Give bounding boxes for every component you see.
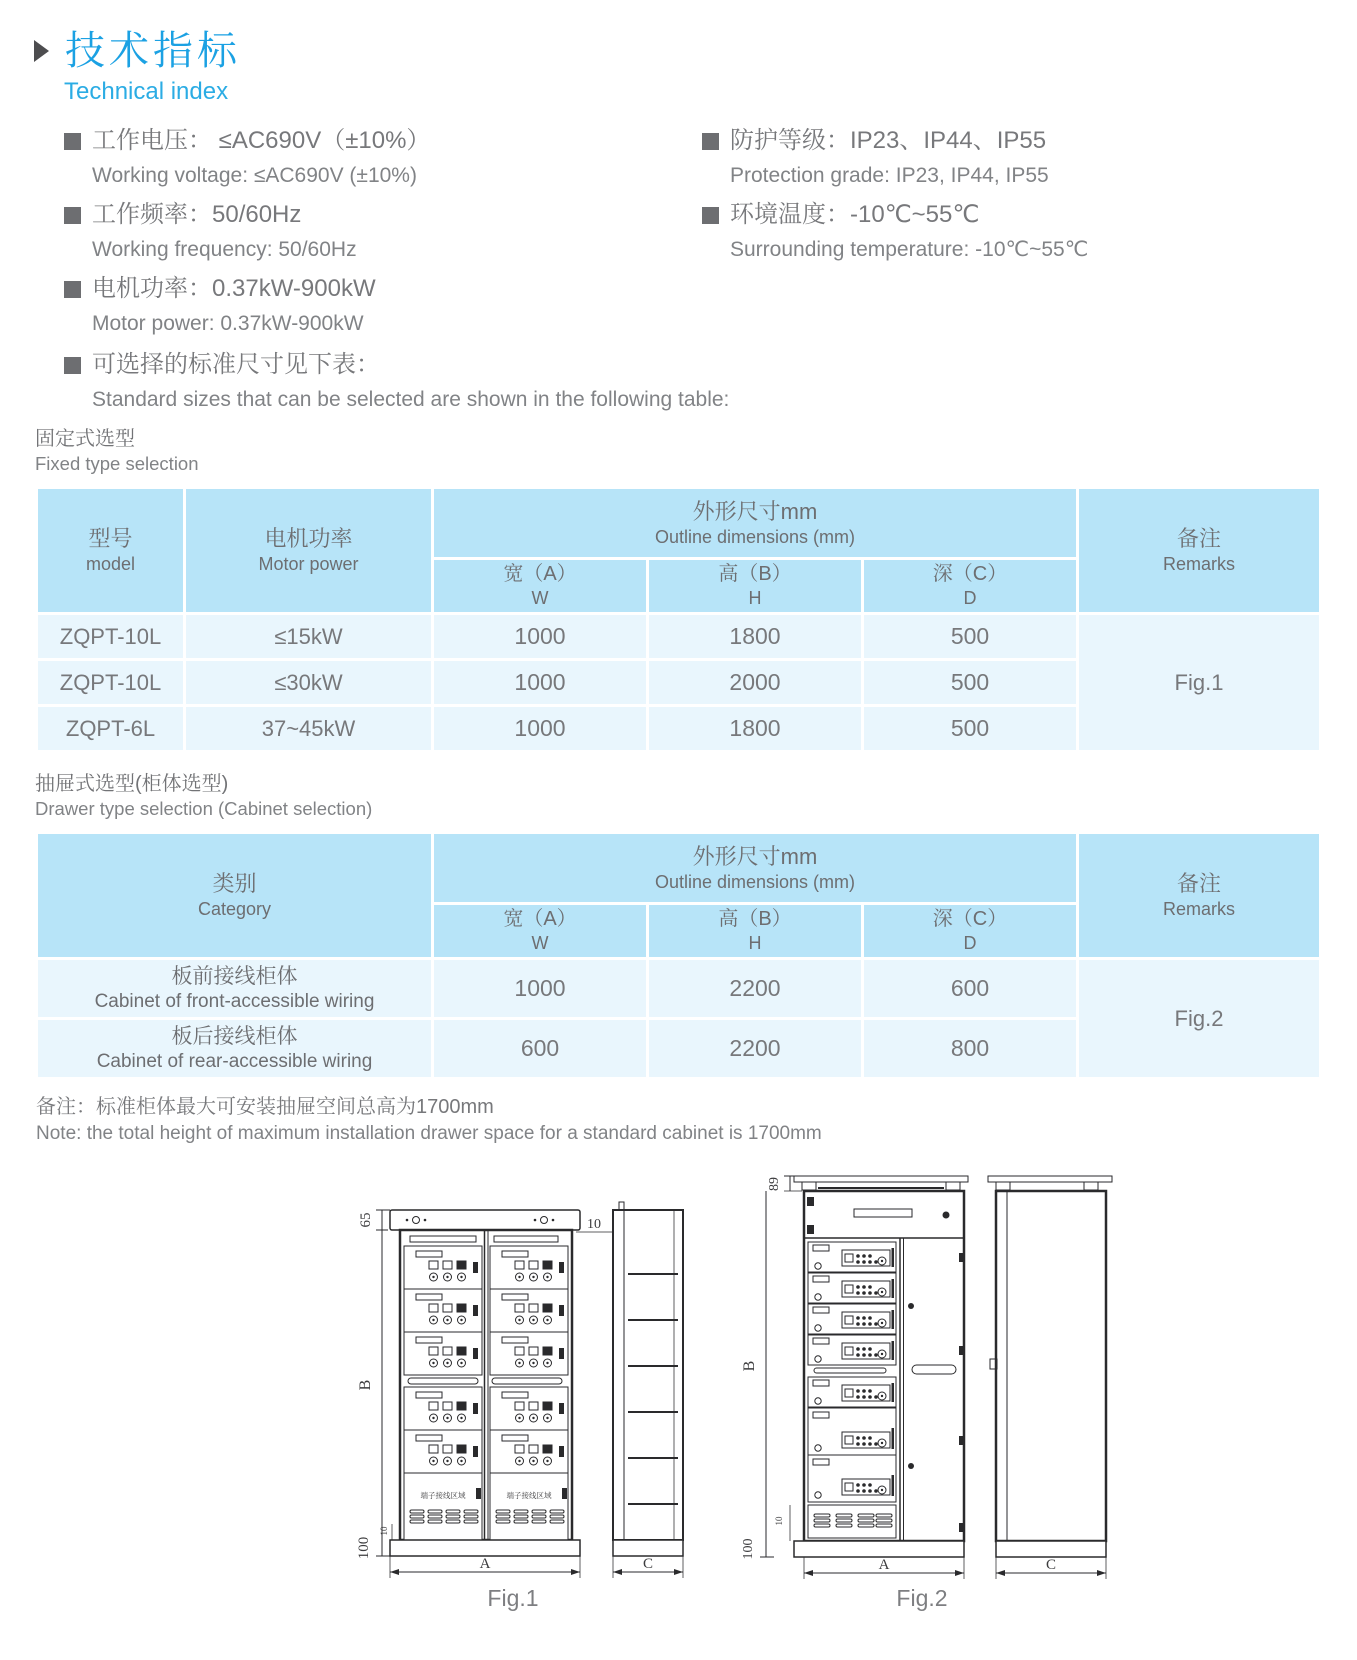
header-zh: 宽（A） <box>503 908 577 930</box>
col-header-model <box>38 489 183 612</box>
fig2-dim-top: 89 <box>767 1177 782 1191</box>
cell-category <box>38 1020 431 1077</box>
cell-width: 1000 <box>434 615 646 658</box>
spec-column-right <box>702 126 1357 348</box>
cell-depth: 800 <box>864 1020 1076 1077</box>
header-en: W <box>531 588 549 608</box>
page-title: 技术指标 <box>65 29 241 73</box>
header-zh: 外形尺寸mm <box>692 843 818 869</box>
fig1-dim-depth: C <box>642 1556 654 1572</box>
spec-zh-text: 工作电压： ≤AC690V（±10%） <box>92 127 431 154</box>
header-en: Outline dimensions (mm) <box>654 871 856 892</box>
fig1-dim-base: 100 <box>356 1536 372 1560</box>
col-header-motor-power <box>186 489 431 612</box>
fig2-dim-small: 10 <box>774 1516 784 1526</box>
col-header-outline-dimensions <box>434 834 1076 902</box>
col-header-width <box>434 560 646 612</box>
fig1-top-strip <box>390 1210 580 1230</box>
section-title-zh: 抽屉式选型(柜体选型) <box>35 773 229 795</box>
spec-motor-power <box>64 274 702 336</box>
cell-model: ZQPT-6L <box>38 707 183 750</box>
spec-working-voltage <box>64 126 702 188</box>
cell-model: ZQPT-10L <box>38 661 183 704</box>
spec-protection-grade <box>702 126 1357 188</box>
fig2-dim-height: B <box>741 1360 758 1372</box>
header-en: Remarks <box>1162 554 1235 574</box>
table-row <box>38 615 1319 658</box>
cell-depth: 500 <box>864 707 1076 750</box>
fig1-caption: Fig.1 <box>487 1585 539 1611</box>
fig2-top-plate <box>794 1176 968 1182</box>
title-arrow-icon <box>34 40 49 62</box>
fig2-base <box>794 1541 964 1557</box>
bullet-square-icon <box>702 133 719 150</box>
cell-height: 2000 <box>649 661 861 704</box>
section-title-en: Drawer type selection (Cabinet selection) <box>35 798 373 819</box>
cell-depth: 500 <box>864 661 1076 704</box>
header-en: D <box>963 588 977 608</box>
cell-height: 2200 <box>649 960 861 1017</box>
header-zh: 深（C） <box>932 908 1008 930</box>
spec-zh-text: 工作频率：50/60Hz <box>92 201 302 228</box>
col-header-outline-dimensions <box>434 489 1076 557</box>
header-zh: 电机功率 <box>264 526 353 551</box>
header-zh: 类别 <box>212 871 257 896</box>
fig1-terminal-label: 端子接线区域 <box>506 1491 552 1500</box>
table-row <box>38 960 1319 1017</box>
header-zh: 备注 <box>1176 871 1221 896</box>
cell-model: ZQPT-10L <box>38 615 183 658</box>
page-header <box>34 28 1357 106</box>
spec-en-text: Motor power: 0.37kW-900kW <box>92 312 364 335</box>
cell-category <box>38 960 431 1017</box>
header-zh: 深（C） <box>932 563 1008 585</box>
fig2-dim-width: A <box>878 1557 890 1573</box>
cell-remark: Fig.2 <box>1079 960 1319 1077</box>
bullet-square-icon <box>64 357 81 374</box>
section-title-en: Fixed type selection <box>35 453 199 474</box>
bullet-square-icon <box>64 281 81 298</box>
cell-remark: Fig.1 <box>1079 615 1319 750</box>
spec-column-left <box>64 126 702 348</box>
col-header-remarks <box>1079 834 1319 957</box>
col-header-height <box>649 560 861 612</box>
cell-height: 1800 <box>649 707 861 750</box>
cell-width: 1000 <box>434 707 646 750</box>
col-header-depth <box>864 560 1076 612</box>
fig2-dim-depth: C <box>1045 1557 1057 1573</box>
fig2-caption: Fig.2 <box>896 1585 948 1611</box>
cell-category-en: Cabinet of front-accessible wiring <box>94 990 375 1012</box>
col-header-category <box>38 834 431 957</box>
spec-en-text: Working frequency: 50/60Hz <box>92 238 357 261</box>
cell-power: ≤15kW <box>186 615 431 658</box>
col-header-depth <box>864 905 1076 957</box>
col-header-width <box>434 905 646 957</box>
cell-height: 2200 <box>649 1020 861 1077</box>
spec-zh-text: 防护等级：IP23、IP44、IP55 <box>730 127 1047 154</box>
col-header-remarks <box>1079 489 1319 612</box>
spec-zh-text: 可选择的标准尺寸见下表： <box>92 351 380 378</box>
spec-zh-text: 环境温度：-10℃~55℃ <box>730 201 980 228</box>
header-en: Category <box>197 899 272 919</box>
spec-en-text: Protection grade: IP23, IP44, IP55 <box>730 164 1049 187</box>
header-zh: 型号 <box>88 526 133 551</box>
page-subtitle: Technical index <box>64 78 229 105</box>
section-title-zh: 固定式选型 <box>35 428 135 450</box>
header-en: Outline dimensions (mm) <box>654 526 856 547</box>
fig2-drawer-cabinet-drawing <box>706 1093 1136 1633</box>
fig2-dim-base: 100 <box>741 1538 756 1560</box>
cell-depth: 500 <box>864 615 1076 658</box>
spec-list <box>64 126 1357 348</box>
header-en: W <box>531 933 549 953</box>
spec-table-intro <box>64 350 1357 412</box>
footnote-en: Note: the total height of maximum installation drawer space for a standard cabinet is 1700mm <box>36 1123 822 1144</box>
cell-category-zh: 板后接线柜体 <box>171 1024 298 1048</box>
bullet-square-icon <box>702 207 719 224</box>
cell-category-en: Cabinet of rear-accessible wiring <box>96 1050 373 1072</box>
cell-category-zh: 板前接线柜体 <box>171 964 298 988</box>
header-en: Remarks <box>1162 899 1235 919</box>
cell-height: 1800 <box>649 615 861 658</box>
bullet-square-icon <box>64 133 81 150</box>
fixed-type-table <box>35 486 1322 753</box>
fig1-terminal-label: 端子接线区域 <box>420 1491 466 1500</box>
fig1-dim-height: B <box>357 1379 374 1391</box>
fig2-side-view <box>996 1191 1106 1541</box>
header-en: D <box>963 933 977 953</box>
fig1-dim-top: 65 <box>358 1212 374 1228</box>
spec-en-text: Working voltage: ≤AC690V (±10%) <box>92 164 417 187</box>
spec-en-text: Surrounding temperature: -10℃~55℃ <box>730 238 1089 261</box>
spec-working-frequency <box>64 200 702 262</box>
header-en: H <box>748 933 762 953</box>
spec-en-text: Standard sizes that can be selected are shown in the following table: <box>92 388 730 411</box>
header-zh: 高（B） <box>718 908 792 930</box>
cell-power: ≤30kW <box>186 661 431 704</box>
fig1-dim-small: 10 <box>379 1526 389 1536</box>
header-zh: 高（B） <box>718 563 792 585</box>
cell-width: 600 <box>434 1020 646 1077</box>
header-zh: 外形尺寸mm <box>692 498 818 524</box>
cell-width: 1000 <box>434 960 646 1017</box>
header-en: model <box>85 554 136 574</box>
col-header-height <box>649 905 861 957</box>
header-zh: 宽（A） <box>503 563 577 585</box>
drawer-type-table <box>35 831 1322 1080</box>
fig1-base <box>390 1540 580 1556</box>
header-zh: 备注 <box>1176 526 1221 551</box>
cell-width: 1000 <box>434 661 646 704</box>
header-en: H <box>748 588 762 608</box>
fig1-dim-gap: 10 <box>587 1217 601 1232</box>
cell-power: 37~45kW <box>186 707 431 750</box>
spec-zh-text: 电机功率：0.37kW-900kW <box>92 275 376 302</box>
fig1-dim-width: A <box>479 1556 491 1572</box>
header-en: Motor power <box>258 554 359 574</box>
footnote-zh: 备注：标准柜体最大可安装抽屉空间总高为1700mm <box>36 1096 494 1118</box>
spec-surrounding-temperature <box>702 200 1357 262</box>
section-fixed-type <box>35 426 1357 476</box>
section-drawer-type <box>35 771 1357 821</box>
bullet-square-icon <box>64 207 81 224</box>
cell-depth: 600 <box>864 960 1076 1017</box>
